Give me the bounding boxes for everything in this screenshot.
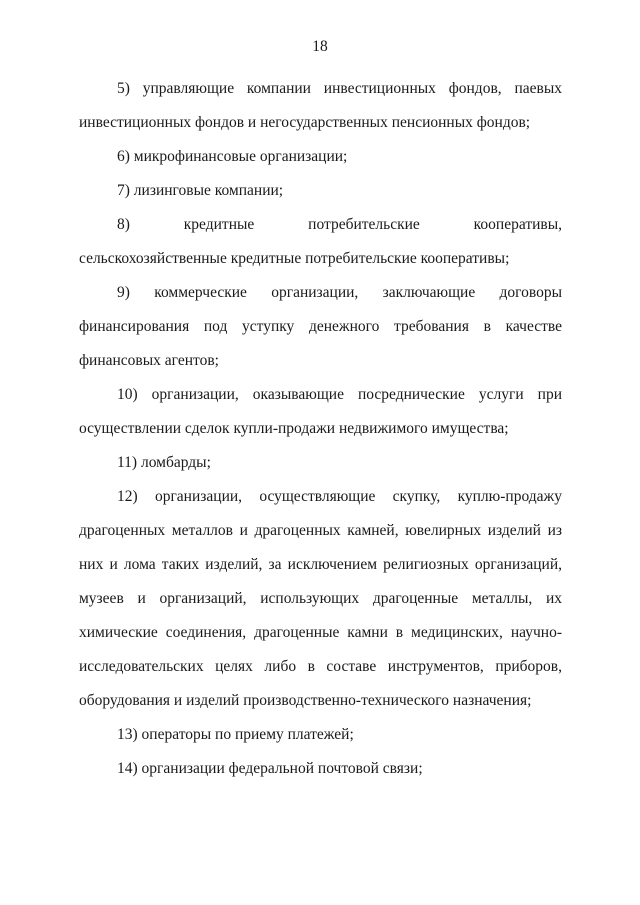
list-item-6: 6) микрофинансовые организации; — [117, 148, 348, 165]
list-item-12: 12) организации, осуществляющие скупку, куплю-продажу драгоценных металлов и драгоценных камней, ювелирных изделий из них и лома таких изделий, за исключением религиозных организаций, музеев и организаций, использующих драгоценные металлы, их химические соединения, драгоценные камни в медицинских, научно-исследовательских целях либо в составе инструментов, приборов, оборудования и изделий производственно-технического назначения; — [79, 488, 562, 709]
page-number: 18 — [312, 38, 328, 55]
list-item-11: 11) ломбарды; — [117, 454, 211, 471]
list-item-14: 14) организации федеральной почтовой связи; — [117, 760, 423, 777]
list-item-5: 5) управляющие компании инвестиционных фондов, паевых инвестиционных фондов и негосударственных пенсионных фондов; — [79, 80, 562, 131]
list-item-13: 13) операторы по приему платежей; — [117, 726, 354, 743]
list-item-9: 9) коммерческие организации, заключающие договоры финансирования под уступку денежного требования в качестве финансовых агентов; — [79, 284, 562, 369]
list-item-7: 7) лизинговые компании; — [117, 182, 284, 199]
list-item-10: 10) организации, оказывающие посреднические услуги при осуществлении сделок купли-продажи недвижимого имущества; — [79, 386, 562, 437]
list-item-8: 8) кредитные потребительские кооперативы, сельскохозяйственные кредитные потребительские кооперативы; — [79, 216, 562, 267]
document-body — [79, 72, 562, 786]
